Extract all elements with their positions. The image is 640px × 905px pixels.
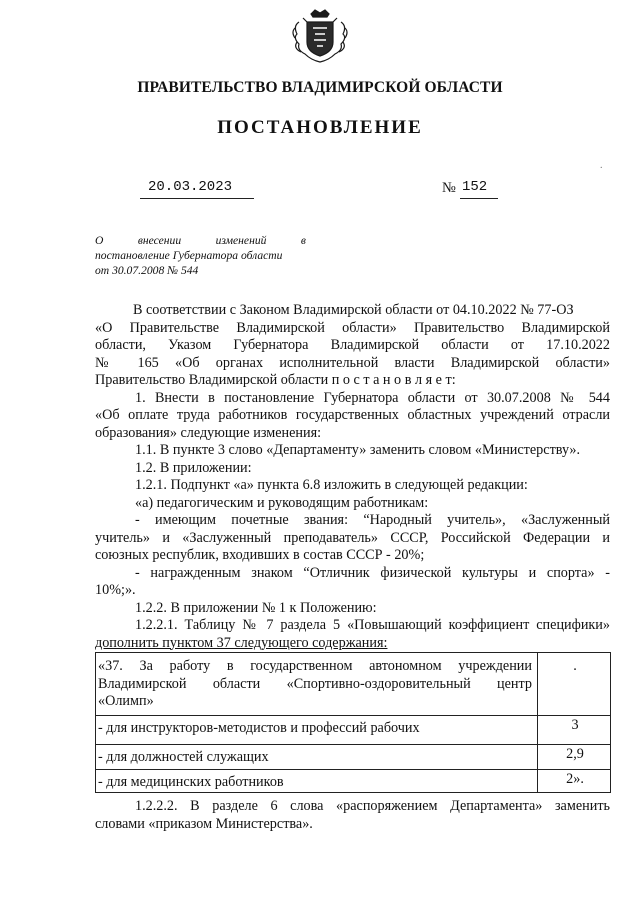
document-body	[95, 302, 610, 652]
body-line: словами «приказом Министерства».	[95, 815, 313, 832]
body-line: дополнить пунктом 37 следующего содержания:	[95, 634, 388, 651]
document-date: 20.03.2023	[148, 179, 233, 195]
body-line: 1. Внести в постановление Губернатора области от 30.07.2008 № 544	[135, 389, 610, 406]
body-line: «а) педагогическим и руководящим работникам:	[135, 494, 429, 511]
body-line: 1.2.2.1. Таблицу № 7 раздела 5 «Повышающий коэффициент специфики»	[135, 617, 610, 633]
document-type: ПОСТАНОВЛЕНИЕ	[217, 117, 423, 138]
body-line: - награжденным знаком “Отличник физической культуры и спорта» -	[135, 564, 610, 581]
table-cell-value: .	[573, 658, 577, 674]
table-row-divider	[96, 744, 610, 745]
table-row-divider	[96, 715, 610, 716]
body-line: учитель» и «Заслуженный преподаватель» СССР, Российской Федерации и	[95, 529, 610, 546]
body-line: 1.2.2.2. В разделе 6 слова «распоряжением Департамента» заменить	[135, 798, 610, 814]
body-line: Правительство Владимирской области п о с т а н о в л я е т:	[95, 372, 456, 388]
table-row	[98, 658, 532, 711]
table-cell-text: Владимирской области «Спортивно-оздоровительный центр	[98, 675, 532, 692]
body-line: - имеющим почетные звания: “Народный учитель», «Заслуженный	[135, 512, 610, 528]
body-line: «О Правительстве Владимирской области» Правительство Владимирской	[95, 319, 610, 336]
subject-word: О	[95, 234, 104, 247]
table-cell-text: «Олимп»	[98, 693, 154, 709]
body-line: 1.2. В приложении:	[135, 459, 252, 476]
subject-word: в	[300, 234, 306, 247]
table-cell-text: - для инструкторов-методистов и профессий рабочих	[98, 720, 420, 736]
body-line: № 165 «Об органах исполнительной власти Владимирской области»	[95, 354, 610, 371]
coat-of-arms-icon	[289, 8, 351, 64]
coefficient-table	[95, 652, 611, 793]
body-line: 1.1. В пункте 3 слово «Департаменту» заменить словом «Министерству».	[135, 442, 581, 458]
number-underline	[460, 198, 498, 199]
table-cell-value: 2,9	[566, 746, 584, 762]
subject-line-3: от 30.07.2008 № 544	[95, 264, 199, 277]
table-cell-text: - для должностей служащих	[98, 749, 269, 765]
subject-line-1	[95, 233, 306, 248]
table-cell-value: 2».	[566, 771, 584, 787]
subject-line-2: постановление Губернатора области	[95, 249, 283, 262]
document-number: 152	[462, 179, 488, 195]
scan-speck: .	[600, 160, 603, 171]
table-cell-text: - для медицинских работников	[98, 774, 284, 790]
document-subject	[95, 233, 306, 278]
table-row-divider	[96, 769, 610, 770]
body-line: союзных республик, входивших в состав СССР - 20%;	[95, 547, 425, 563]
body-line: В соответствии с Законом Владимирской области от 04.10.2022 № 77-ОЗ	[133, 302, 574, 318]
body-line: 10%;».	[95, 582, 136, 598]
body-line: «Об оплате труда работников государственных областных учреждений отрасли	[95, 407, 610, 423]
number-sign: №	[442, 180, 456, 196]
body-line: 1.2.2. В приложении № 1 к Положению:	[135, 599, 377, 616]
body-line: области, Указом Губернатора Владимирской области от 17.10.2022	[95, 337, 610, 353]
closing-paragraph	[95, 798, 610, 833]
date-underline	[140, 198, 254, 199]
subject-word: внесении	[137, 234, 182, 247]
government-title: ПРАВИТЕЛЬСТВО ВЛАДИМИРСКОЙ ОБЛАСТИ	[137, 79, 503, 96]
subject-word: изменений	[215, 234, 267, 247]
table-cell-text: «37. За работу в государственном автономном учреждении	[98, 658, 532, 674]
table-cell-value: 3	[571, 717, 579, 733]
body-line: 1.2.1. Подпункт «а» пункта 6.8 изложить в следующей редакции:	[135, 477, 528, 493]
body-line: образования» следующие изменения:	[95, 424, 322, 441]
